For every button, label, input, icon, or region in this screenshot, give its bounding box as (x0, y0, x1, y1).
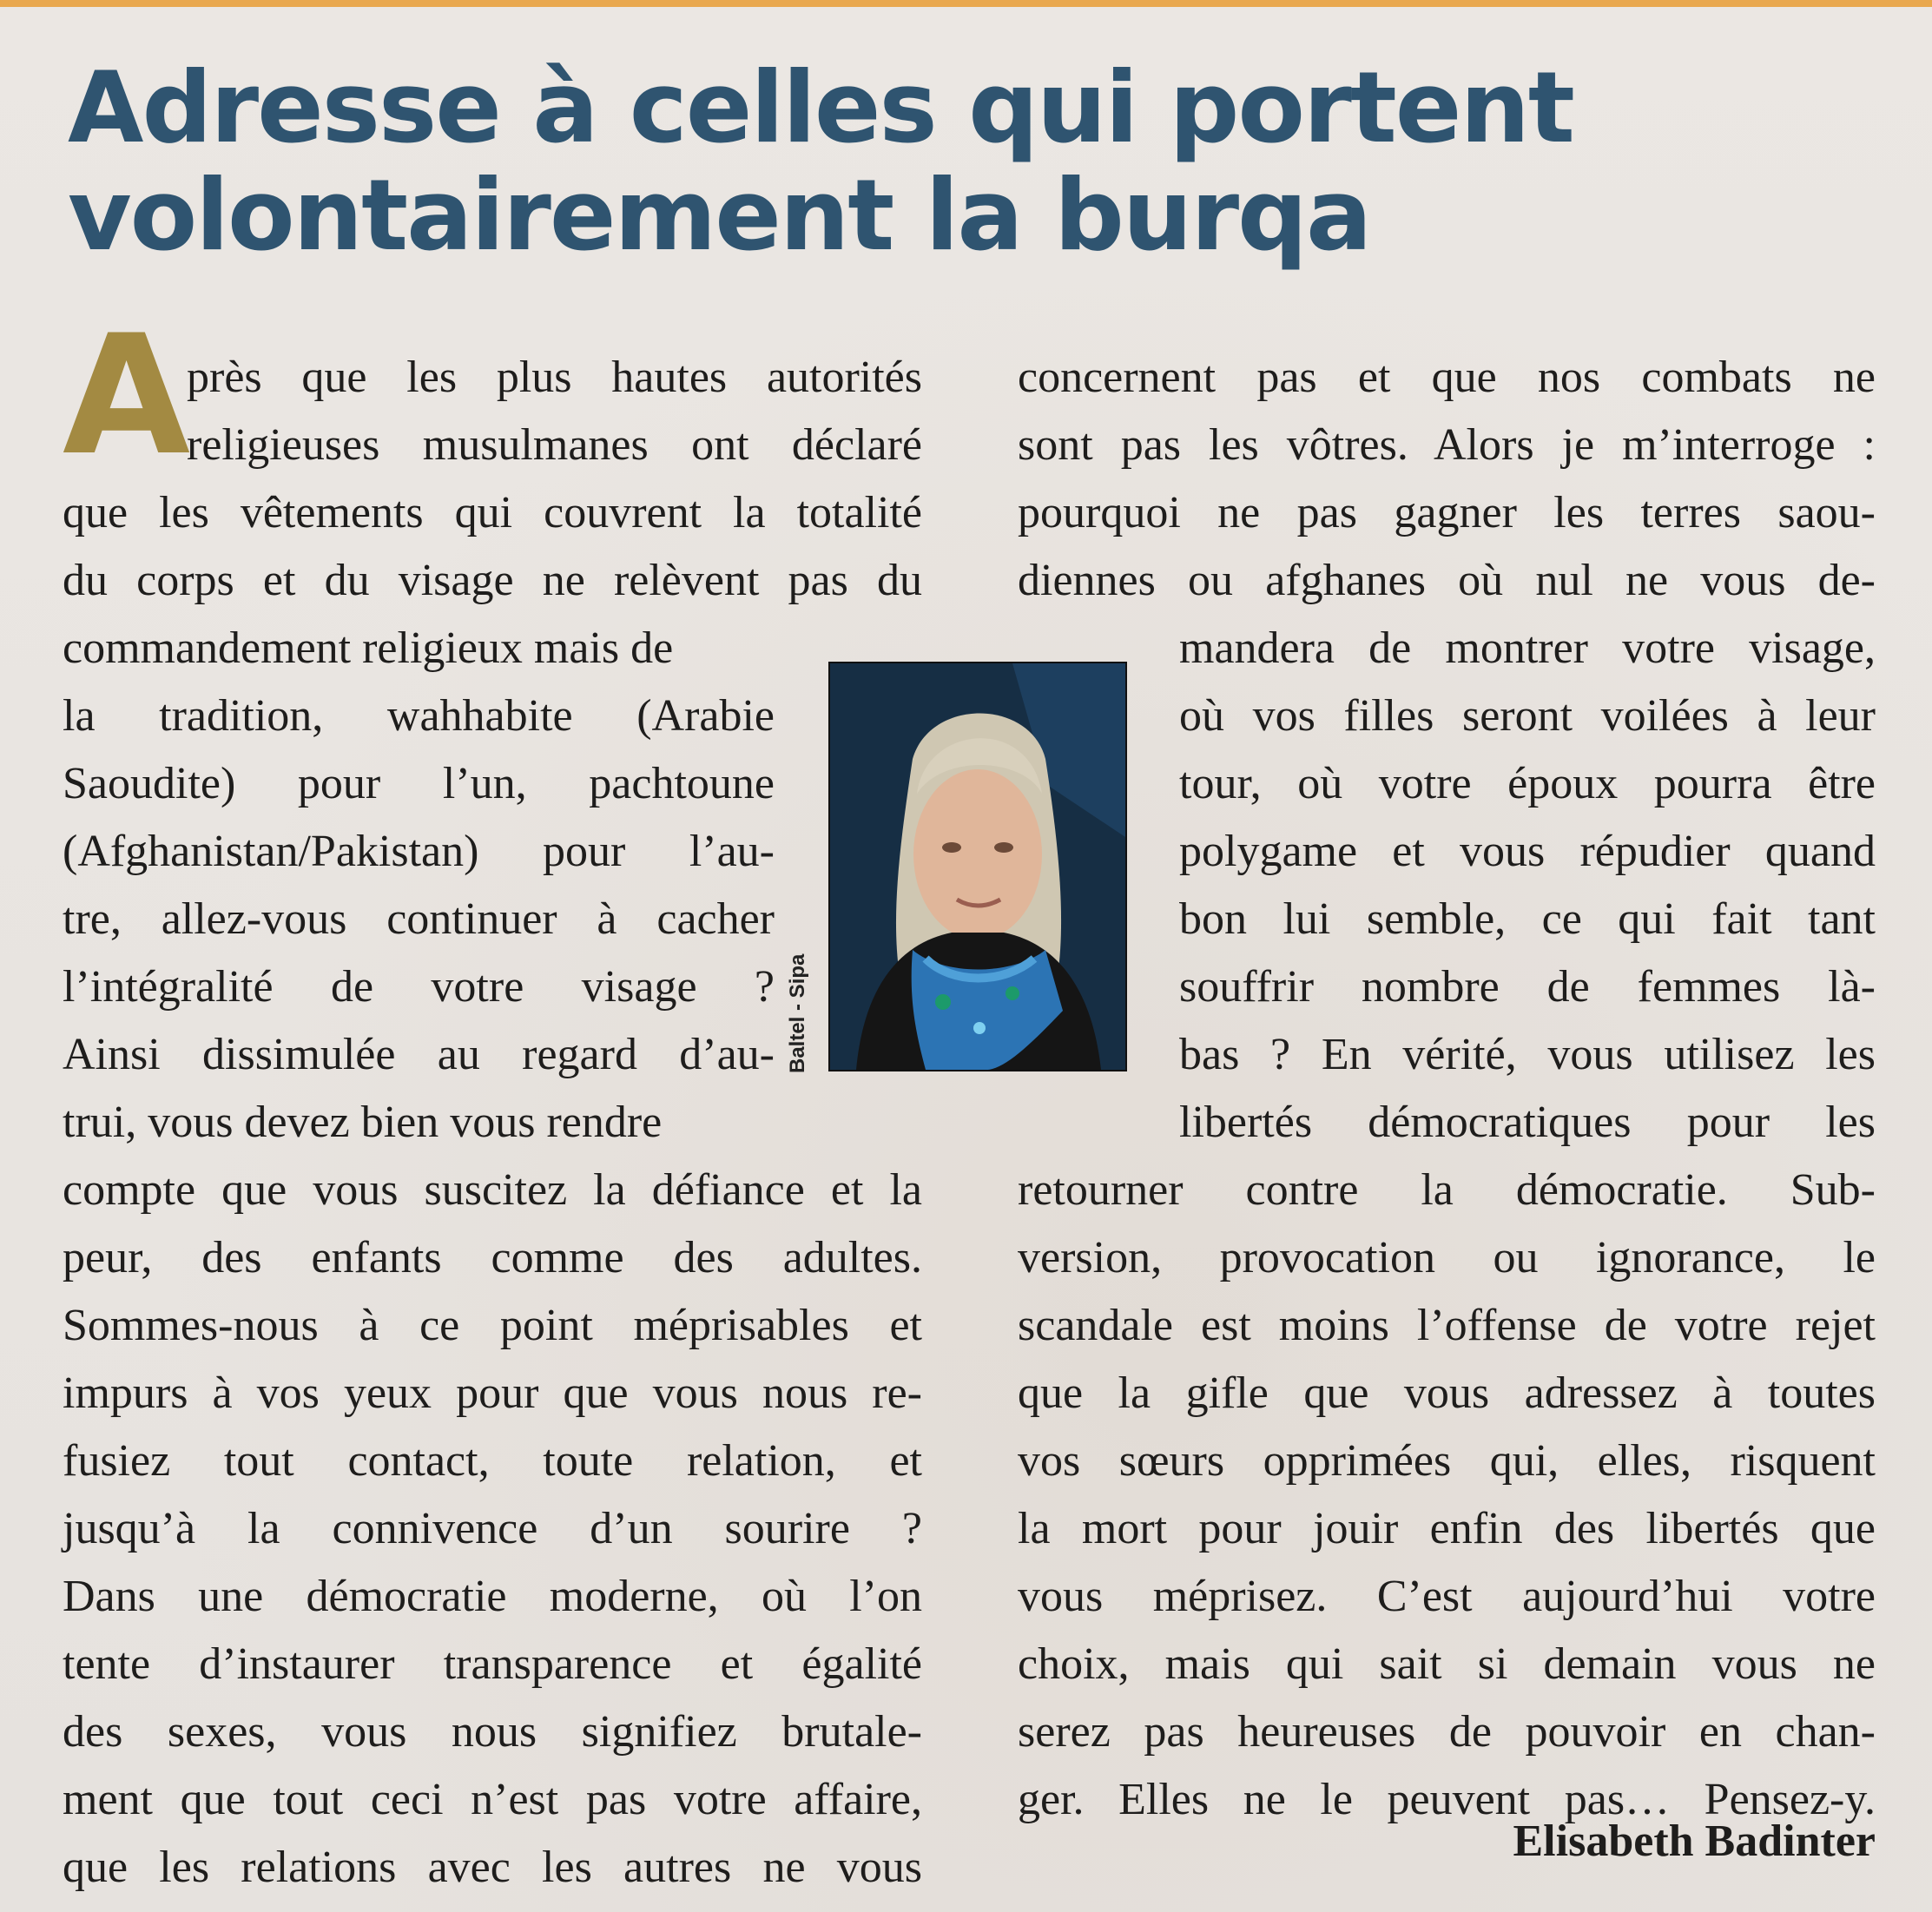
body-line: version, provocation ou ignorance, le (1018, 1233, 1876, 1282)
body-line: concernent pas et que nos combats ne (1018, 353, 1876, 402)
body-line: près que les plus hautes autorités (187, 353, 922, 402)
photo-credit: Baltel - Sipa (786, 953, 809, 1073)
body-line: impurs à vos yeux pour que vous nous re- (63, 1368, 922, 1418)
body-line: tre, allez-vous continuer à cacher (63, 894, 775, 944)
body-line: scandale est moins l’offense de votre rejet (1018, 1301, 1876, 1350)
title-line-1: Adresse à celles qui portent (68, 50, 1573, 165)
body-line: ment que tout ceci n’est pas votre affaire, (63, 1775, 922, 1824)
author-signature: Elisabeth Badinter (1513, 1816, 1876, 1866)
body-line: du corps et du visage ne relèvent pas du (63, 556, 922, 605)
body-line: la tradition, wahhabite (Arabie (63, 691, 775, 741)
body-line: pourquoi ne pas gagner les terres saou- (1018, 488, 1876, 537)
body-line: tour, où votre époux pourra être (1179, 759, 1876, 808)
body-line: trui, vous devez bien vous rendre (63, 1098, 663, 1147)
body-line: serez pas heureuses de pouvoir en chan- (1018, 1707, 1876, 1757)
body-line: tente d’instaurer transparence et égalité (63, 1639, 922, 1689)
body-line: mandera de montrer votre visage, (1179, 623, 1876, 673)
body-line: choix, mais qui sait si demain vous ne (1018, 1639, 1876, 1689)
body-line: où vos filles seront voilées à leur (1179, 691, 1876, 741)
body-line: souffrir nombre de femmes là- (1179, 962, 1876, 1012)
body-line: polygame et vous répudier quand (1179, 827, 1876, 876)
body-line: sont pas les vôtres. Alors je m’interroge : (1018, 420, 1876, 470)
top-color-strip (0, 0, 1932, 7)
body-line: diennes ou afghanes où nul ne vous de- (1018, 556, 1876, 605)
body-line: des sexes, vous nous signifiez brutale- (63, 1707, 922, 1757)
body-line: bas ? En vérité, vous utilisez les (1179, 1030, 1876, 1079)
body-line: fusiez tout contact, toute relation, et (63, 1436, 922, 1486)
title-line-2: volontairement la burqa (68, 158, 1371, 273)
body-line: que la gifle que vous adressez à toutes (1018, 1368, 1876, 1418)
article-title (68, 50, 1718, 273)
body-line: Ainsi dissimulée au regard d’au- (63, 1030, 775, 1079)
body-line: peur, des enfants comme des adultes. (63, 1233, 922, 1282)
body-line: retourner contre la démocratie. Sub- (1018, 1165, 1876, 1215)
body-line: l’intégralité de votre visage ? (63, 962, 775, 1012)
author-portrait (828, 662, 1127, 1071)
body-line: que les vêtements qui couvrent la totalité (63, 488, 922, 537)
body-line: que les relations avec les autres ne vous (63, 1843, 922, 1892)
body-line: jusqu’à la connivence d’un sourire ? (63, 1504, 922, 1553)
body-line: ger. Elles ne le peuvent pas… Pensez-y. (1018, 1775, 1876, 1824)
body-line: Sommes-nous à ce point méprisables et (63, 1301, 922, 1350)
body-line: vous méprisez. C’est aujourd’hui votre (1018, 1572, 1876, 1621)
body-line: vos sœurs opprimées qui, elles, risquent (1018, 1436, 1876, 1486)
body-line: bon lui semble, ce qui fait tant (1179, 894, 1876, 944)
body-line: Dans une démocratie moderne, où l’on (63, 1572, 922, 1621)
drop-cap: A (63, 300, 191, 491)
portrait-photo-icon (830, 663, 1125, 1070)
body-line: (Afghanistan/Pakistan) pour l’au- (63, 827, 775, 876)
body-line: la mort pour jouir enfin des libertés que (1018, 1504, 1876, 1553)
body-line: religieuses musulmanes ont déclaré (187, 420, 922, 470)
body-line: libertés démocratiques pour les (1179, 1098, 1876, 1147)
body-line: commandement religieux mais de (63, 623, 674, 673)
body-line: compte que vous suscitez la défiance et la (63, 1165, 922, 1215)
body-line: Saoudite) pour l’un, pachtoune (63, 759, 775, 808)
